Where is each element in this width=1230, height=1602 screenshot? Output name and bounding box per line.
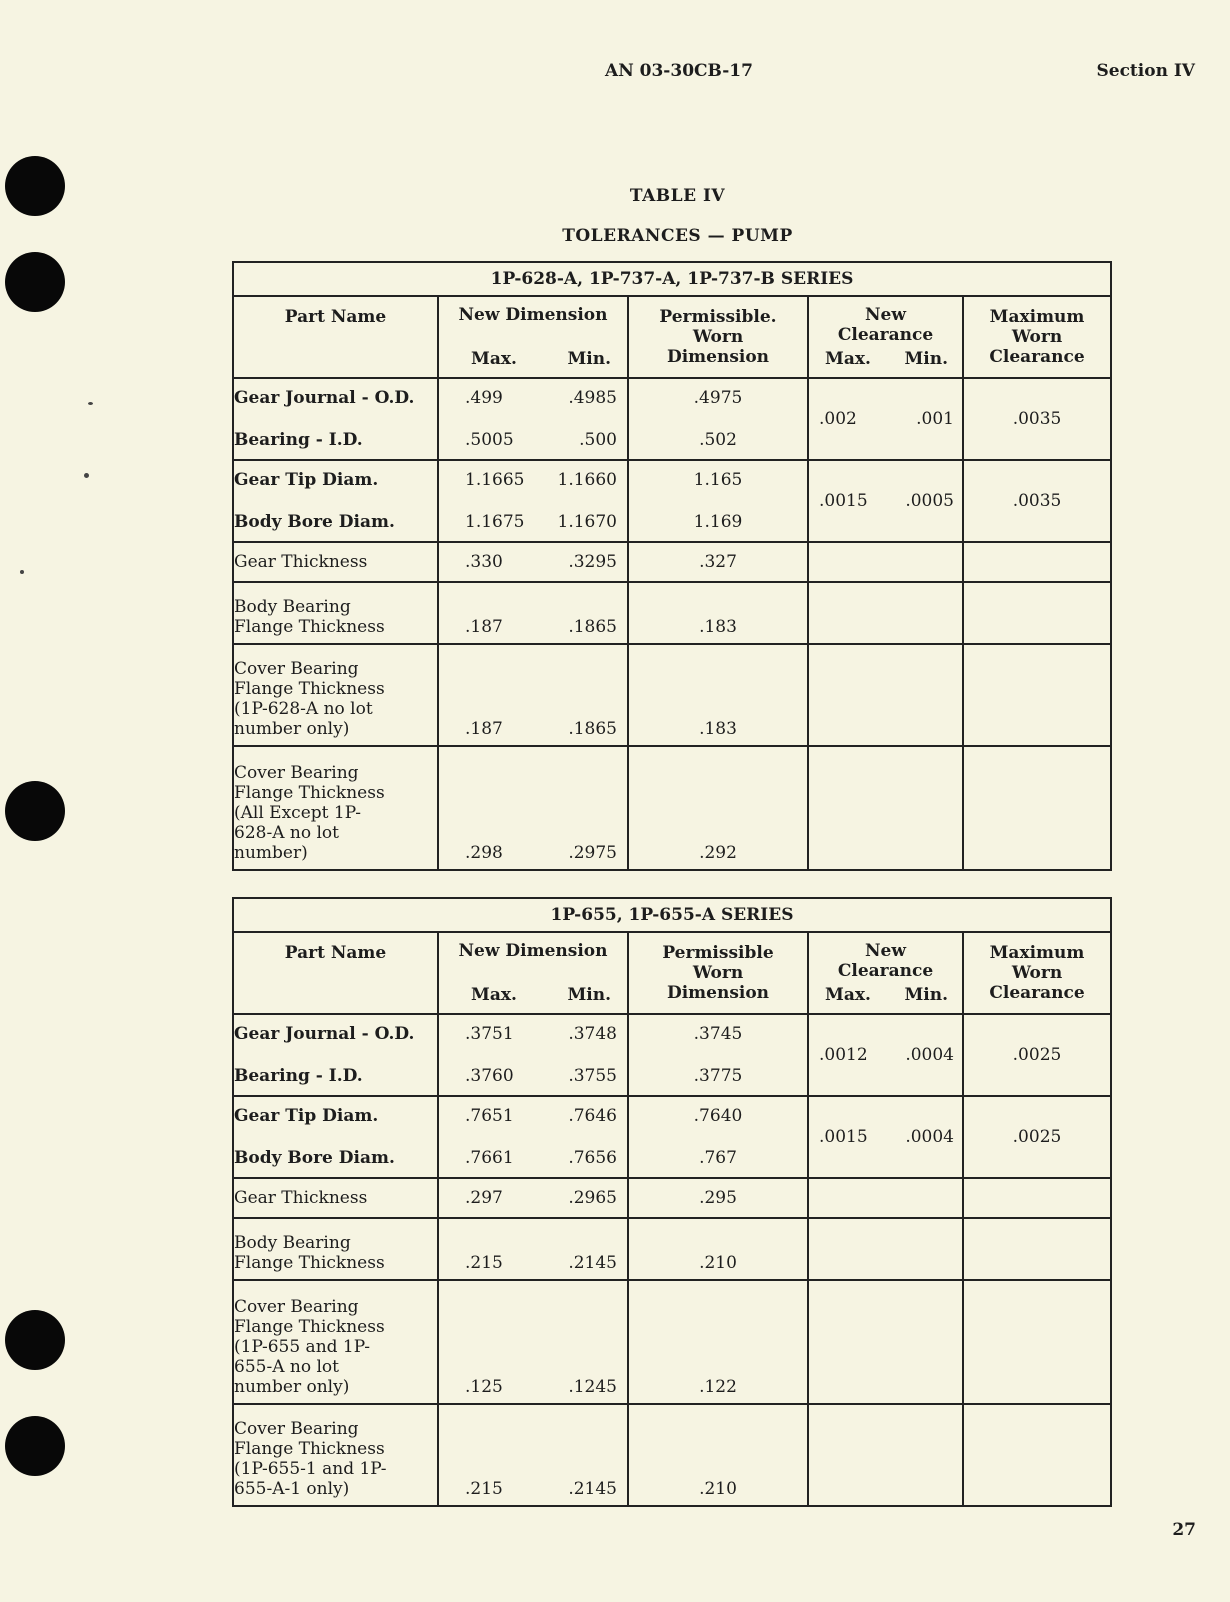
- binder-hole: [5, 781, 65, 841]
- table-row: Cover Bearing Flange Thickness (1P-655-1 and 1P- 655-A-1 only) .215 .2145 .210: [233, 1404, 1111, 1506]
- col-new-dimension: New Dimension Max. Min.: [438, 932, 628, 1014]
- table-row: Cover Bearing Flange Thickness (1P-628-A no lot number only) .187 .1865 .183: [233, 644, 1111, 746]
- tolerance-table-1: [232, 261, 1112, 871]
- table-row: Gear Journal - O.D. Bearing - I.D. .499 .4985 .5005 .500 .4975 .502 .002 .001 .0035: [233, 378, 1111, 460]
- tolerance-table-2: [232, 897, 1112, 1507]
- binder-hole: [5, 1416, 65, 1476]
- col-part-name: Part Name: [233, 932, 438, 1014]
- series-header: 1P-655, 1P-655-A SERIES: [233, 898, 1111, 932]
- table-row: Cover Bearing Flange Thickness (All Except 1P- 628-A no lot number) .298 .2975 .292: [233, 746, 1111, 870]
- binder-hole: [5, 252, 65, 312]
- scan-speck: [20, 570, 24, 574]
- table-row: Gear Thickness .297 .2965 .295: [233, 1178, 1111, 1218]
- scan-speck: [88, 402, 93, 405]
- col-new-dimension: New Dimension Max. Min.: [438, 296, 628, 378]
- table-row: Gear Tip Diam. Body Bore Diam. .7651 .7646 .7661 .7656 .7640 .767 .0015 .0004 .0025: [233, 1096, 1111, 1178]
- col-max-worn-clearance: Maximum Worn Clearance: [963, 296, 1111, 378]
- series-header: 1P-628-A, 1P-737-A, 1P-737-B SERIES: [233, 262, 1111, 296]
- table-row: Cover Bearing Flange Thickness (1P-655 and 1P- 655-A no lot number only) .125 .1245 .122: [233, 1280, 1111, 1404]
- col-new-clearance: New Clearance Max. Min.: [808, 932, 963, 1014]
- table-row: Gear Thickness .330 .3295 .327: [233, 542, 1111, 582]
- table-row: Body Bearing Flange Thickness .187 .1865 .183: [233, 582, 1111, 644]
- section-label: Section IV: [1096, 61, 1195, 81]
- table-row: Body Bearing Flange Thickness .215 .2145 .210: [233, 1218, 1111, 1280]
- table-row: Gear Tip Diam. Body Bore Diam. 1.1665 1.1660 1.1675 1.1670 1.165 1.169 .0015 .0005 .0035: [233, 460, 1111, 542]
- scan-speck: [84, 473, 89, 478]
- document-number: AN 03-30CB-17: [605, 61, 753, 81]
- col-new-clearance: New Clearance Max. Min.: [808, 296, 963, 378]
- col-permissible-worn: Permissible. Worn Dimension: [628, 296, 808, 378]
- col-max-worn-clearance: Maximum Worn Clearance: [963, 932, 1111, 1014]
- binder-hole: [5, 1310, 65, 1370]
- table-title: TABLE IV: [629, 186, 726, 206]
- col-permissible-worn: Permissible Worn Dimension: [628, 932, 808, 1014]
- col-part-name: Part Name: [233, 296, 438, 378]
- page-number: 27: [1172, 1520, 1196, 1540]
- table-subtitle: TOLERANCES — PUMP: [562, 226, 793, 246]
- table-row: Gear Journal - O.D. Bearing - I.D. .3751 .3748 .3760 .3755 .3745 .3775 .0012 .0004 .0025: [233, 1014, 1111, 1096]
